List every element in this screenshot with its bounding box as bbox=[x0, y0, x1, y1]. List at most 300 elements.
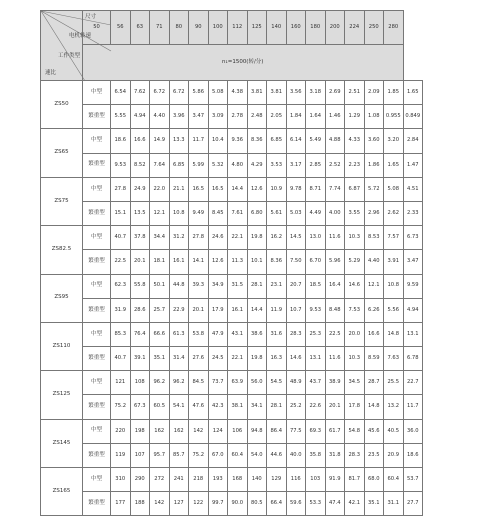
value-cell: 198 bbox=[130, 419, 150, 443]
value-cell: 8.45 bbox=[208, 201, 228, 225]
value-cell: 24.6 bbox=[208, 226, 228, 250]
value-cell: 20.1 bbox=[130, 250, 150, 274]
value-cell: 8.48 bbox=[325, 298, 345, 322]
size-header-cell: 50 bbox=[83, 11, 111, 45]
value-cell: 69.3 bbox=[306, 419, 326, 443]
value-cell: 28.1 bbox=[267, 395, 287, 419]
table-row bbox=[41, 274, 423, 298]
value-cell: 6.87 bbox=[345, 177, 365, 201]
value-cell: 7.62 bbox=[130, 81, 150, 105]
value-cell: 35.1 bbox=[364, 492, 384, 516]
power-table bbox=[40, 10, 423, 516]
value-cell: 6.80 bbox=[247, 201, 267, 225]
value-cell: 22.1 bbox=[228, 347, 248, 371]
value-cell: 6.78 bbox=[403, 347, 423, 371]
value-cell: 4.38 bbox=[228, 81, 248, 105]
value-cell: 12.1 bbox=[364, 274, 384, 298]
value-cell: 47.4 bbox=[325, 492, 345, 516]
value-cell: 80.5 bbox=[247, 492, 267, 516]
size-header-cell: 280 bbox=[384, 11, 404, 45]
value-cell: 99.7 bbox=[208, 492, 228, 516]
worktype-cell: 繁重型 bbox=[83, 347, 111, 371]
value-cell: 95.7 bbox=[150, 443, 170, 467]
value-cell: 4.94 bbox=[403, 298, 423, 322]
value-cell: 27.6 bbox=[189, 347, 209, 371]
value-cell: 20.1 bbox=[189, 298, 209, 322]
value-cell: 34.4 bbox=[150, 226, 170, 250]
model-cell: ZS82.5 bbox=[41, 226, 83, 274]
value-cell: 22.6 bbox=[306, 395, 326, 419]
value-cell: 4.51 bbox=[403, 177, 423, 201]
value-cell: 3.81 bbox=[267, 81, 287, 105]
value-cell: 39.3 bbox=[189, 274, 209, 298]
value-cell: 23.5 bbox=[364, 443, 384, 467]
value-cell: 116 bbox=[286, 468, 306, 492]
value-cell: 3.47 bbox=[403, 250, 423, 274]
value-cell: 6.54 bbox=[111, 81, 131, 105]
value-cell: 17.8 bbox=[345, 395, 365, 419]
value-cell: 43.1 bbox=[228, 322, 248, 346]
value-cell: 1.86 bbox=[364, 153, 384, 177]
value-cell: 10.8 bbox=[169, 201, 189, 225]
value-cell: 3.17 bbox=[286, 153, 306, 177]
value-cell: 6.72 bbox=[150, 81, 170, 105]
value-cell: 10.4 bbox=[208, 129, 228, 153]
value-cell: 11.9 bbox=[267, 298, 287, 322]
value-cell: 2.05 bbox=[267, 105, 287, 129]
value-cell: 220 bbox=[111, 419, 131, 443]
worktype-cell: 中型 bbox=[83, 81, 111, 105]
value-cell: 5.29 bbox=[345, 250, 365, 274]
value-cell: 20.1 bbox=[325, 395, 345, 419]
value-cell: 16.2 bbox=[267, 226, 287, 250]
value-cell: 3.09 bbox=[208, 105, 228, 129]
value-cell: 62.3 bbox=[111, 274, 131, 298]
value-cell: 8.52 bbox=[130, 153, 150, 177]
value-cell: 20.9 bbox=[384, 443, 404, 467]
value-cell: 11.3 bbox=[228, 250, 248, 274]
value-cell: 25.5 bbox=[384, 371, 404, 395]
value-cell: 14.6 bbox=[345, 274, 365, 298]
value-cell: 9.53 bbox=[306, 298, 326, 322]
value-cell: 2.69 bbox=[325, 81, 345, 105]
value-cell: 44.8 bbox=[169, 274, 189, 298]
value-cell: 14.5 bbox=[286, 226, 306, 250]
table-row bbox=[41, 492, 423, 516]
worktype-cell: 中型 bbox=[83, 129, 111, 153]
table-row bbox=[41, 105, 423, 129]
size-header-cell: 160 bbox=[286, 11, 306, 45]
size-header-cell: 71 bbox=[150, 11, 170, 45]
value-cell: 9.53 bbox=[111, 153, 131, 177]
worktype-cell: 中型 bbox=[83, 419, 111, 443]
size-header-cell: 140 bbox=[267, 11, 287, 45]
value-cell: 85.3 bbox=[111, 322, 131, 346]
corner-label-size: 尺寸 bbox=[85, 14, 97, 20]
value-cell: 73.7 bbox=[208, 371, 228, 395]
worktype-cell: 繁重型 bbox=[83, 443, 111, 467]
value-cell: 28.3 bbox=[286, 322, 306, 346]
value-cell: 28.7 bbox=[364, 371, 384, 395]
value-cell: 2.52 bbox=[325, 153, 345, 177]
value-cell: 63.9 bbox=[228, 371, 248, 395]
value-cell: 53.8 bbox=[189, 322, 209, 346]
value-cell: 59.6 bbox=[286, 492, 306, 516]
value-cell: 9.36 bbox=[228, 129, 248, 153]
value-cell: 1.85 bbox=[384, 81, 404, 105]
value-cell: 25.3 bbox=[306, 322, 326, 346]
worktype-cell: 中型 bbox=[83, 371, 111, 395]
power-table-wrapper bbox=[40, 10, 423, 516]
table-row bbox=[41, 153, 423, 177]
value-cell: 25.2 bbox=[286, 395, 306, 419]
value-cell: 27.8 bbox=[111, 177, 131, 201]
value-cell: 2.85 bbox=[306, 153, 326, 177]
value-cell: 3.18 bbox=[306, 81, 326, 105]
worktype-cell: 中型 bbox=[83, 468, 111, 492]
value-cell: 16.1 bbox=[169, 250, 189, 274]
value-cell: 14.1 bbox=[189, 250, 209, 274]
value-cell: 218 bbox=[189, 468, 209, 492]
value-cell: 4.94 bbox=[130, 105, 150, 129]
value-cell: 7.64 bbox=[150, 153, 170, 177]
value-cell: 4.00 bbox=[325, 201, 345, 225]
value-cell: 14.8 bbox=[364, 395, 384, 419]
value-cell: 6.26 bbox=[364, 298, 384, 322]
value-cell: 241 bbox=[169, 468, 189, 492]
table-row bbox=[41, 371, 423, 395]
table-row bbox=[41, 177, 423, 201]
value-cell: 8.36 bbox=[247, 129, 267, 153]
value-cell: 31.8 bbox=[325, 443, 345, 467]
worktype-cell: 中型 bbox=[83, 322, 111, 346]
value-cell: 6.72 bbox=[169, 81, 189, 105]
value-cell: 0.849 bbox=[403, 105, 423, 129]
value-cell: 11.7 bbox=[403, 395, 423, 419]
value-cell: 4.40 bbox=[150, 105, 170, 129]
value-cell: 10.3 bbox=[345, 347, 365, 371]
value-cell: 21.1 bbox=[169, 177, 189, 201]
value-cell: 90.0 bbox=[228, 492, 248, 516]
value-cell: 168 bbox=[228, 468, 248, 492]
value-cell: 1.46 bbox=[325, 105, 345, 129]
value-cell: 272 bbox=[150, 468, 170, 492]
value-cell: 5.32 bbox=[208, 153, 228, 177]
value-cell: 67.3 bbox=[130, 395, 150, 419]
value-cell: 23.1 bbox=[267, 274, 287, 298]
value-cell: 108 bbox=[130, 371, 150, 395]
size-header-cell: 63 bbox=[130, 11, 150, 45]
value-cell: 5.96 bbox=[325, 250, 345, 274]
size-header-cell: 180 bbox=[306, 11, 326, 45]
value-cell: 44.6 bbox=[267, 443, 287, 467]
value-cell: 0.955 bbox=[384, 105, 404, 129]
value-cell: 3.56 bbox=[286, 81, 306, 105]
value-cell: 124 bbox=[208, 419, 228, 443]
value-cell: 53.7 bbox=[403, 468, 423, 492]
value-cell: 11.7 bbox=[189, 129, 209, 153]
value-cell: 4.49 bbox=[306, 201, 326, 225]
value-cell: 4.29 bbox=[247, 153, 267, 177]
value-cell: 3.96 bbox=[169, 105, 189, 129]
value-cell: 2.33 bbox=[403, 201, 423, 225]
size-header-cell: 125 bbox=[247, 11, 267, 45]
value-cell: 3.91 bbox=[384, 250, 404, 274]
value-cell: 2.51 bbox=[345, 81, 365, 105]
value-cell: 188 bbox=[130, 492, 150, 516]
worktype-cell: 中型 bbox=[83, 177, 111, 201]
value-cell: 5.55 bbox=[111, 105, 131, 129]
worktype-cell: 繁重型 bbox=[83, 492, 111, 516]
value-cell: 2.09 bbox=[364, 81, 384, 105]
worktype-cell: 繁重型 bbox=[83, 250, 111, 274]
value-cell: 28.1 bbox=[247, 274, 267, 298]
worktype-cell: 繁重型 bbox=[83, 153, 111, 177]
value-cell: 6.85 bbox=[267, 129, 287, 153]
value-cell: 5.86 bbox=[189, 81, 209, 105]
value-cell: 5.61 bbox=[267, 201, 287, 225]
value-cell: 9.59 bbox=[403, 274, 423, 298]
value-cell: 91.9 bbox=[325, 468, 345, 492]
value-cell: 2.48 bbox=[247, 105, 267, 129]
value-cell: 140 bbox=[247, 468, 267, 492]
value-cell: 54.8 bbox=[345, 419, 365, 443]
value-cell: 22.1 bbox=[228, 226, 248, 250]
value-cell: 142 bbox=[189, 419, 209, 443]
value-cell: 85.7 bbox=[169, 443, 189, 467]
value-cell: 43.7 bbox=[306, 371, 326, 395]
value-cell: 40.7 bbox=[111, 347, 131, 371]
value-cell: 3.60 bbox=[364, 129, 384, 153]
value-cell: 47.6 bbox=[189, 395, 209, 419]
value-cell: 75.2 bbox=[111, 395, 131, 419]
value-cell: 4.88 bbox=[325, 129, 345, 153]
value-cell: 38.9 bbox=[325, 371, 345, 395]
value-cell: 61.7 bbox=[325, 419, 345, 443]
value-cell: 12.6 bbox=[247, 177, 267, 201]
table-row bbox=[41, 81, 423, 105]
worktype-cell: 繁重型 bbox=[83, 105, 111, 129]
value-cell: 127 bbox=[169, 492, 189, 516]
value-cell: 5.08 bbox=[384, 177, 404, 201]
value-cell: 50.1 bbox=[150, 274, 170, 298]
value-cell: 34.9 bbox=[208, 274, 228, 298]
value-cell: 48.9 bbox=[286, 371, 306, 395]
value-cell: 11.6 bbox=[325, 226, 345, 250]
value-cell: 10.7 bbox=[286, 298, 306, 322]
value-cell: 290 bbox=[130, 468, 150, 492]
value-cell: 20.0 bbox=[345, 322, 365, 346]
value-cell: 18.6 bbox=[403, 443, 423, 467]
value-cell: 15.1 bbox=[111, 201, 131, 225]
value-cell: 27.8 bbox=[189, 226, 209, 250]
value-cell: 40.5 bbox=[384, 419, 404, 443]
worktype-cell: 繁重型 bbox=[83, 395, 111, 419]
value-cell: 14.6 bbox=[286, 347, 306, 371]
value-cell: 56.0 bbox=[247, 371, 267, 395]
value-cell: 84.5 bbox=[189, 371, 209, 395]
table-row bbox=[41, 468, 423, 492]
value-cell: 4.40 bbox=[364, 250, 384, 274]
value-cell: 66.6 bbox=[150, 322, 170, 346]
value-cell: 107 bbox=[130, 443, 150, 467]
value-cell: 177 bbox=[111, 492, 131, 516]
value-cell: 16.4 bbox=[325, 274, 345, 298]
model-cell: ZS125 bbox=[41, 371, 83, 419]
value-cell: 5.99 bbox=[189, 153, 209, 177]
value-cell: 11.6 bbox=[325, 347, 345, 371]
value-cell: 8.36 bbox=[267, 250, 287, 274]
table-row bbox=[41, 395, 423, 419]
value-cell: 16.3 bbox=[267, 347, 287, 371]
value-cell: 68.0 bbox=[364, 468, 384, 492]
value-cell: 3.20 bbox=[384, 129, 404, 153]
value-cell: 22.0 bbox=[150, 177, 170, 201]
value-cell: 25.7 bbox=[150, 298, 170, 322]
value-cell: 96.2 bbox=[150, 371, 170, 395]
value-cell: 40.0 bbox=[286, 443, 306, 467]
size-header-cell: 224 bbox=[345, 11, 365, 45]
value-cell: 10.8 bbox=[384, 274, 404, 298]
value-cell: 4.80 bbox=[228, 153, 248, 177]
value-cell: 13.2 bbox=[384, 395, 404, 419]
size-header-cell: 250 bbox=[364, 11, 384, 45]
worktype-cell: 繁重型 bbox=[83, 201, 111, 225]
value-cell: 5.49 bbox=[306, 129, 326, 153]
value-cell: 28.6 bbox=[130, 298, 150, 322]
value-cell: 8.53 bbox=[364, 226, 384, 250]
value-cell: 47.9 bbox=[208, 322, 228, 346]
value-cell: 16.5 bbox=[189, 177, 209, 201]
value-cell: 121 bbox=[111, 371, 131, 395]
worktype-cell: 中型 bbox=[83, 226, 111, 250]
value-cell: 2.23 bbox=[345, 153, 365, 177]
value-cell: 12.1 bbox=[150, 201, 170, 225]
value-cell: 6.85 bbox=[169, 153, 189, 177]
value-cell: 14.9 bbox=[150, 129, 170, 153]
value-cell: 1.65 bbox=[403, 81, 423, 105]
value-cell: 10.1 bbox=[247, 250, 267, 274]
value-cell: 7.74 bbox=[325, 177, 345, 201]
value-cell: 67.0 bbox=[208, 443, 228, 467]
value-cell: 22.5 bbox=[325, 322, 345, 346]
value-cell: 31.2 bbox=[169, 226, 189, 250]
corner-label-speed: 电机转速 bbox=[69, 33, 92, 39]
value-cell: 1.64 bbox=[306, 105, 326, 129]
value-cell: 3.47 bbox=[189, 105, 209, 129]
model-cell: ZS50 bbox=[41, 81, 83, 129]
value-cell: 122 bbox=[189, 492, 209, 516]
model-cell: ZS165 bbox=[41, 468, 83, 516]
value-cell: 13.1 bbox=[306, 347, 326, 371]
value-cell: 8.59 bbox=[364, 347, 384, 371]
value-cell: 4.33 bbox=[345, 129, 365, 153]
value-cell: 34.5 bbox=[345, 371, 365, 395]
value-cell: 60.5 bbox=[150, 395, 170, 419]
value-cell: 2.96 bbox=[364, 201, 384, 225]
value-cell: 6.70 bbox=[306, 250, 326, 274]
value-cell: 13.3 bbox=[169, 129, 189, 153]
value-cell: 61.3 bbox=[169, 322, 189, 346]
value-cell: 17.9 bbox=[208, 298, 228, 322]
value-cell: 42.3 bbox=[208, 395, 228, 419]
value-cell: 13.5 bbox=[130, 201, 150, 225]
value-cell: 103 bbox=[306, 468, 326, 492]
value-cell: 22.9 bbox=[169, 298, 189, 322]
value-cell: 142 bbox=[150, 492, 170, 516]
value-cell: 1.08 bbox=[364, 105, 384, 129]
input-speed-header: n₁=1500(转/分) bbox=[83, 45, 404, 81]
value-cell: 36.0 bbox=[403, 419, 423, 443]
value-cell: 8.71 bbox=[306, 177, 326, 201]
value-cell: 55.8 bbox=[130, 274, 150, 298]
value-cell: 1.84 bbox=[286, 105, 306, 129]
value-cell: 27.7 bbox=[403, 492, 423, 516]
value-cell: 18.1 bbox=[150, 250, 170, 274]
value-cell: 14.8 bbox=[384, 322, 404, 346]
table-row bbox=[41, 298, 423, 322]
worktype-cell: 中型 bbox=[83, 274, 111, 298]
value-cell: 14.4 bbox=[247, 298, 267, 322]
value-cell: 162 bbox=[169, 419, 189, 443]
corner-label-ratio: 速比 bbox=[45, 70, 57, 76]
value-cell: 5.03 bbox=[286, 201, 306, 225]
table-row bbox=[41, 347, 423, 371]
table-row bbox=[41, 443, 423, 467]
value-cell: 1.29 bbox=[345, 105, 365, 129]
value-cell: 22.7 bbox=[403, 371, 423, 395]
value-cell: 54.0 bbox=[247, 443, 267, 467]
value-cell: 20.7 bbox=[286, 274, 306, 298]
value-cell: 96.2 bbox=[169, 371, 189, 395]
value-cell: 53.3 bbox=[306, 492, 326, 516]
value-cell: 3.53 bbox=[267, 153, 287, 177]
value-cell: 1.65 bbox=[384, 153, 404, 177]
value-cell: 2.78 bbox=[228, 105, 248, 129]
value-cell: 19.8 bbox=[247, 347, 267, 371]
value-cell: 16.6 bbox=[364, 322, 384, 346]
value-cell: 6.14 bbox=[286, 129, 306, 153]
model-cell: ZS65 bbox=[41, 129, 83, 177]
value-cell: 31.1 bbox=[384, 492, 404, 516]
value-cell: 10.9 bbox=[267, 177, 287, 201]
value-cell: 310 bbox=[111, 468, 131, 492]
value-cell: 9.49 bbox=[189, 201, 209, 225]
value-cell: 28.3 bbox=[345, 443, 365, 467]
worktype-cell: 繁重型 bbox=[83, 298, 111, 322]
value-cell: 3.55 bbox=[345, 201, 365, 225]
value-cell: 45.6 bbox=[364, 419, 384, 443]
value-cell: 7.53 bbox=[345, 298, 365, 322]
value-cell: 66.4 bbox=[267, 492, 287, 516]
value-cell: 193 bbox=[208, 468, 228, 492]
table-row bbox=[41, 250, 423, 274]
value-cell: 9.78 bbox=[286, 177, 306, 201]
model-cell: ZS95 bbox=[41, 274, 83, 322]
corner-label-worktype: 工作类型 bbox=[57, 53, 80, 59]
value-cell: 3.81 bbox=[247, 81, 267, 105]
size-header-cell: 100 bbox=[208, 11, 228, 45]
value-cell: 39.1 bbox=[130, 347, 150, 371]
value-cell: 38.1 bbox=[228, 395, 248, 419]
value-cell: 1.47 bbox=[403, 153, 423, 177]
size-header-cell: 200 bbox=[325, 11, 345, 45]
value-cell: 5.72 bbox=[364, 177, 384, 201]
value-cell: 35.8 bbox=[306, 443, 326, 467]
value-cell: 5.56 bbox=[384, 298, 404, 322]
value-cell: 5.08 bbox=[208, 81, 228, 105]
model-cell: ZS110 bbox=[41, 322, 83, 370]
